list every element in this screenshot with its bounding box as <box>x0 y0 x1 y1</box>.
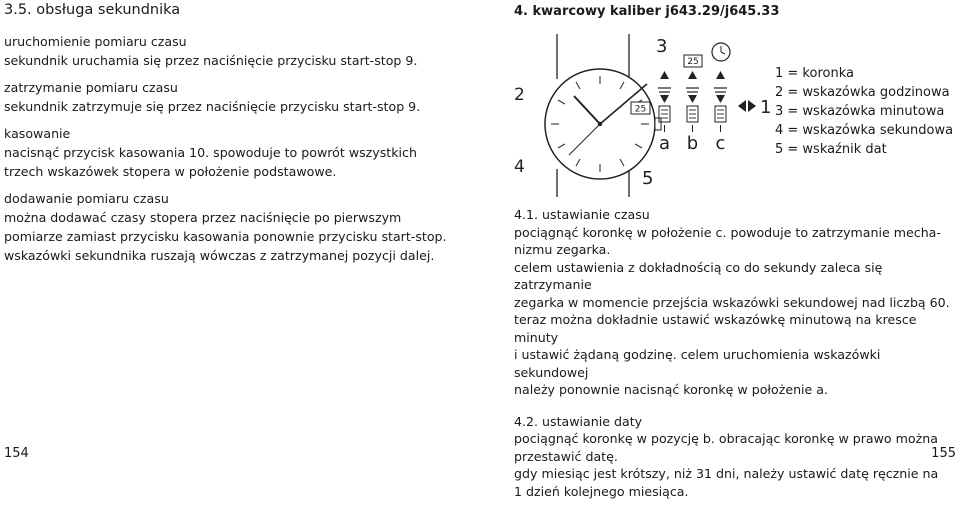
crown-position-a <box>658 71 671 154</box>
legend-item: 3 = wskazówka minutowa <box>775 104 945 119</box>
calendar-label: 25 <box>687 57 699 67</box>
para-text: sekundnik uruchamia się przez naciśnięcie przycisku start-stop 9. <box>4 53 418 68</box>
paragraph-stop <box>4 78 454 116</box>
para-text: pomiarze zamiast przycisku kasowania ponownie przycisku start-stop. <box>4 229 447 244</box>
right-text <box>514 206 956 514</box>
label-5: 5 <box>642 168 654 189</box>
section-set-date <box>514 413 956 501</box>
label-4: 4 <box>514 157 525 177</box>
label-1: 1 <box>760 97 772 118</box>
section-line: teraz można dokładnie ustawić wskazówkę minutową na kresce minuty <box>514 312 917 345</box>
para-heading: zatrzymanie pomiaru czasu <box>4 80 178 95</box>
arrow-right-icon <box>748 100 756 112</box>
crown-position-c <box>712 43 730 154</box>
para-heading: dodawanie pomiaru czasu <box>4 191 169 206</box>
para-heading: uruchomienie pomiaru czasu <box>4 34 187 49</box>
paragraph-start <box>4 32 454 70</box>
para-text: można dodawać czasy stopera przez naciśnięcie po pierwszym <box>4 210 402 225</box>
label-b: b <box>686 133 699 154</box>
page-number-left: 154 <box>4 446 29 461</box>
section-line: 1 dzień kolejnego miesiąca. <box>514 483 689 499</box>
page-number-right: 155 <box>931 446 956 461</box>
left-page <box>4 0 454 273</box>
section-title: 4.2. ustawianie daty <box>514 413 643 429</box>
section-line: i ustawić żądaną godzinę. celem uruchomienia wskazówki sekundowej <box>514 347 881 380</box>
crown <box>655 118 661 130</box>
legend-item: 5 = wskaźnik dat <box>775 142 887 157</box>
arrow-up-icon <box>688 71 697 79</box>
legend <box>775 64 953 159</box>
legend-item: 1 = koronka <box>775 66 854 81</box>
section-set-time <box>514 206 956 399</box>
date-window-label: 25 <box>634 104 647 115</box>
section-line: nizmu zegarka. <box>514 242 611 257</box>
label-c: c <box>715 133 726 154</box>
label-a: a <box>658 133 671 154</box>
section-line: pociągnąć koronkę w pozycję b. obracając koronkę w prawo można <box>514 431 938 446</box>
section-line: zegarka w momencie przejścia wskazówki sekundowej nad liczbą 60. <box>514 294 950 310</box>
section-title: 4.1. ustawianie czasu <box>514 207 650 222</box>
section-line: pociągnąć koronkę w położenie c. powoduje to zatrzymanie mecha- <box>514 224 941 240</box>
label-3: 3 <box>656 36 668 57</box>
para-text: nacisnąć przycisk kasowania 10. spowoduje to powrót wszystkich <box>4 145 417 160</box>
legend-item: 4 = wskazówka sekundowa <box>775 123 954 138</box>
section-line: celem ustawienia z dokładnością co do sekundy zaleca się zatrzymanie <box>514 259 883 292</box>
para-text: trzech wskazówek stopera w położenie podstawowe. <box>4 164 337 179</box>
label-2: 2 <box>514 85 525 105</box>
arrow-left-icon <box>738 100 746 112</box>
paragraph-reset <box>4 124 454 181</box>
legend-item: 2 = wskazówka godzinowa <box>775 85 950 100</box>
right-page <box>514 0 956 19</box>
arrow-up-icon <box>716 71 725 79</box>
arrow-down-icon <box>660 95 669 103</box>
section-title: 3.5. obsługa sekundnika <box>4 2 181 18</box>
arrow-down-icon <box>716 95 725 103</box>
section-line: przestawić datę. <box>514 448 618 464</box>
section-line: należy ponownie nacisnąć koronkę w położenie a. <box>514 382 829 397</box>
paragraph-add <box>4 189 454 265</box>
hand-pivot <box>598 122 602 126</box>
para-text: sekundnik zatrzymuje się przez naciśnięcie przycisku start-stop 9. <box>4 99 421 114</box>
arrow-down-icon <box>688 95 697 103</box>
arrow-up-icon <box>660 71 669 79</box>
para-heading: kasowanie <box>4 126 71 141</box>
chapter-header: 4. kwarcowy kaliber j643.29/j645.33 <box>514 4 780 19</box>
para-text: wskazówki sekundnika ruszają wówczas z zatrzymanej pozycji dalej. <box>4 248 435 263</box>
crown-position-b <box>684 55 702 154</box>
section-line: gdy miesiąc jest krótszy, niż 31 dni, należy ustawić datę ręcznie na <box>514 466 939 481</box>
